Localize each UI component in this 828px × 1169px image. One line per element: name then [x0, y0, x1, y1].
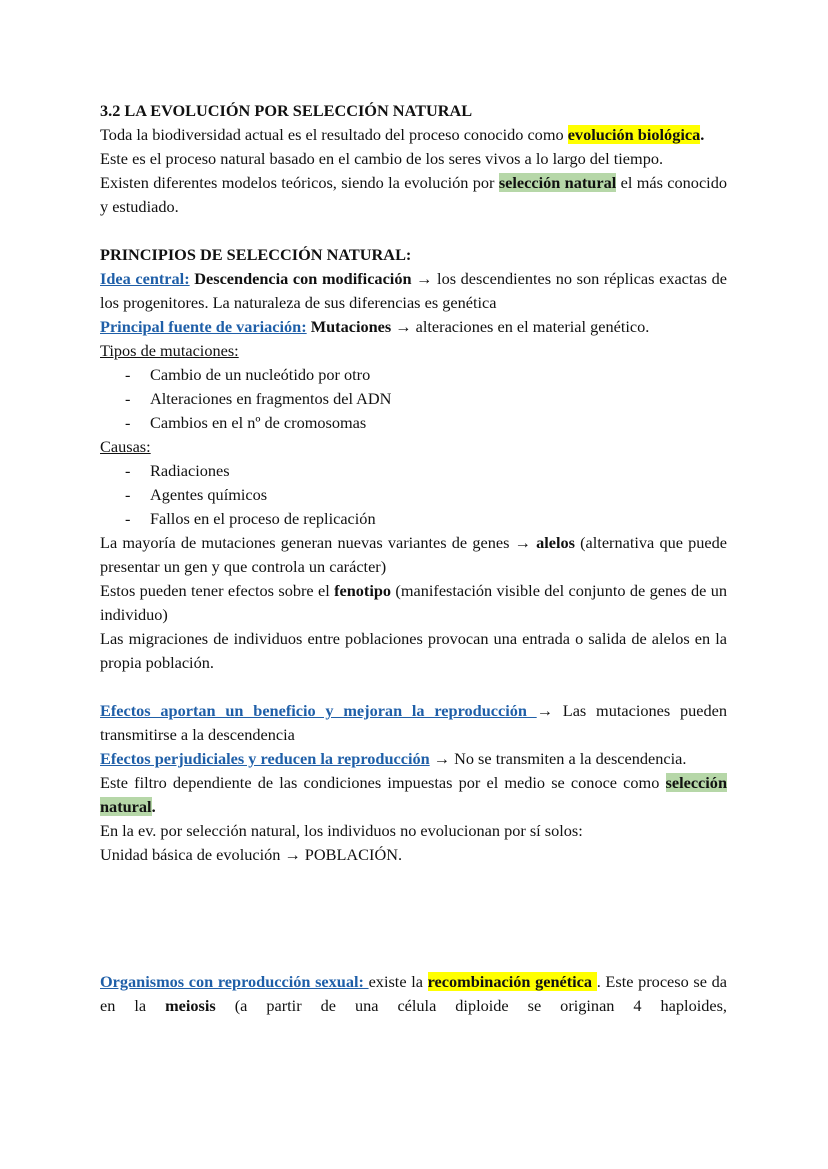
source-bold: Mutaciones	[310, 317, 392, 336]
phenotype-end: (manifestación visible del conjunto de genes de un individuo)	[100, 581, 728, 624]
benefit-text: → Las mutaciones pueden transmitirse a la descendencia	[100, 701, 727, 744]
unit-paragraph: Unidad básica de evolución → POBLACIÓN.	[100, 845, 403, 864]
alleles-text: La mayoría de mutaciones generan nuevas variantes de genes →	[100, 533, 537, 552]
intro-paragraph-1	[100, 123, 727, 147]
spacer	[100, 675, 727, 699]
list-item: - Alteraciones en fragmentos del ADN	[125, 387, 727, 411]
causes-label: Causas:	[100, 437, 151, 456]
list-item: - Radiaciones	[125, 459, 727, 483]
phenotype-paragraph	[100, 579, 727, 627]
idea-central-paragraph	[100, 267, 727, 315]
types-label: Tipos de mutaciones:	[100, 341, 239, 360]
source-label: Principal fuente de variación:	[100, 317, 307, 336]
phenotype-bold: fenotipo	[334, 581, 392, 600]
intro-text: Existen diferentes modelos teóricos, siendo la evolución por	[100, 173, 499, 192]
alleles-paragraph	[100, 531, 727, 579]
principles-heading: PRINCIPIOS DE SELECCIÓN NATURAL:	[100, 245, 412, 264]
ev-paragraph: En la ev. por selección natural, los individuos no evolucionan por sí solos:	[100, 821, 583, 840]
intro-period: .	[700, 125, 705, 144]
sexual-text-3: (a partir de una célula diploide se originan 4 haploides,	[215, 996, 728, 1015]
document-body	[100, 99, 727, 1018]
benefit-paragraph	[100, 699, 727, 747]
idea-central-text: → los descendientes no son réplicas exactas de los progenitores. La naturaleza de sus diferencias es genética	[100, 269, 727, 312]
sexual-text-1: existe la	[368, 972, 428, 991]
spacer	[100, 219, 727, 243]
sexual-label: Organismos con reproducción sexual:	[100, 972, 369, 991]
harm-label: Efectos perjudiciales y reducen la reproducción	[100, 749, 430, 768]
types-list	[100, 363, 727, 435]
section-title: 3.2 LA EVOLUCIÓN POR SELECCIÓN NATURAL	[100, 101, 473, 120]
source-text: → alteraciones en el material genético.	[391, 317, 650, 336]
source-paragraph	[100, 315, 727, 339]
alleles-bold: alelos	[536, 533, 575, 552]
intro-paragraph-3	[100, 171, 727, 219]
spacer-large	[100, 867, 727, 970]
sexual-text-2: . Este proceso se da en la	[100, 972, 727, 1015]
idea-central-bold: Descendencia con modificación	[194, 269, 412, 288]
meiosis-bold: meiosis	[165, 996, 216, 1015]
intro-text: Toda la biodiversidad actual es el resultado del proceso conocido como	[100, 125, 568, 144]
intro-text-end: el más conocido y estudiado.	[100, 173, 727, 216]
benefit-label: Efectos aportan un beneficio y mejoran la reproducción	[100, 701, 537, 720]
highlight-seleccion-natural-2: selección natural	[100, 773, 727, 816]
list-item: - Agentes químicos	[125, 483, 727, 507]
causes-list	[100, 459, 727, 531]
list-item: - Cambios en el nº de cromosomas	[125, 411, 727, 435]
phenotype-text: Estos pueden tener efectos sobre el	[100, 581, 335, 600]
migrations-paragraph: Las migraciones de individuos entre poblaciones provocan una entrada o salida de alelos en la propia población.	[100, 629, 727, 672]
sexual-reproduction-paragraph	[100, 970, 727, 1018]
highlight-evolucion-biologica: evolución biológica	[567, 125, 701, 144]
highlight-seleccion-natural: selección natural	[498, 173, 617, 192]
intro-paragraph-2: Este es el proceso natural basado en el cambio de los seres vivos a lo largo del tiempo.	[100, 149, 664, 168]
list-item: - Fallos en el proceso de replicación	[125, 507, 727, 531]
filter-paragraph	[100, 771, 727, 819]
filter-period: .	[151, 797, 156, 816]
list-item: - Cambio de un nucleótido por otro	[125, 363, 727, 387]
harm-paragraph	[100, 747, 727, 771]
harm-text: → No se transmiten a la descendencia.	[429, 749, 687, 768]
alleles-end: (alternativa que puede presentar un gen y que controla un carácter)	[100, 533, 728, 576]
filter-text: Este filtro dependiente de las condiciones impuestas por el medio se conoce como	[100, 773, 666, 792]
highlight-recombinacion: recombinación genética	[427, 972, 597, 991]
idea-central-label: Idea central:	[100, 269, 190, 288]
